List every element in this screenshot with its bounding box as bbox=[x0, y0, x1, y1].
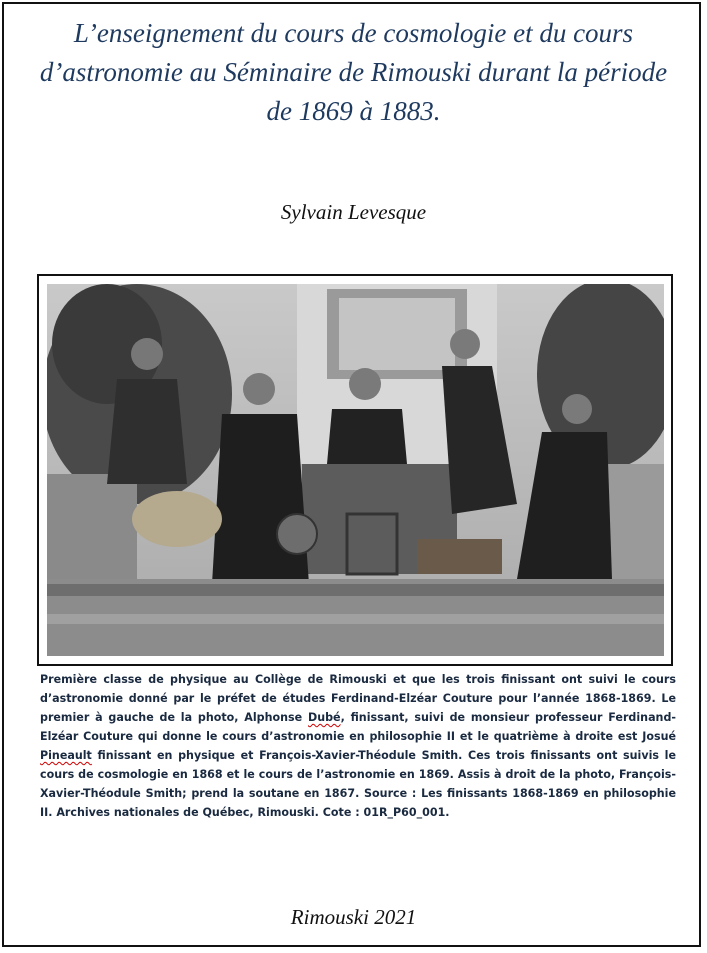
cylinder-instrument bbox=[132, 491, 222, 547]
photo-frame bbox=[37, 274, 673, 666]
person-2-head bbox=[243, 373, 275, 405]
historical-group-photo bbox=[47, 284, 664, 656]
person-4-head bbox=[450, 329, 480, 359]
photo-caption bbox=[40, 670, 676, 822]
caption-name-dube: Dubé bbox=[307, 711, 341, 724]
fence-left bbox=[47, 474, 137, 584]
person-1-head bbox=[131, 338, 163, 370]
caption-part-3: finissant en physique et François-Xavier-Théodule Smith. Ces trois finissants ont suivis le cours de cosmologie en 1868 et le cours de l’astronomie en 1869. Assis à droit de la photo, François-Xavier-Théodule Smith; prend la soutane en 1867. Source : Les finissants 1868-1869 en philosophie II. Archives nationales de Québec, Rimouski. Cote : 01R_P60_001. bbox=[40, 749, 676, 819]
person-3-head bbox=[349, 368, 381, 400]
photo-illustration bbox=[47, 284, 664, 656]
person-2-body bbox=[212, 414, 309, 584]
globe bbox=[277, 514, 317, 554]
person-3-body bbox=[327, 409, 407, 464]
footer-place-year: Rimouski 2021 bbox=[290, 905, 417, 929]
document-title: L’enseignement du cours de cosmologie et du cours d’astronomie au Séminaire de Rimouski durant la période de 1869 à 1883. bbox=[39, 18, 668, 126]
instrument-box bbox=[417, 539, 502, 574]
caption-name-pineault: Pineault bbox=[40, 749, 92, 762]
person-5-head bbox=[562, 394, 592, 424]
caption-part-2: , finissant, suivi de monsieur professeur Ferdinand-Elzéar Couture qui donne le cours d’astronomie en philosophie II et le quatrième à droite est Josué bbox=[40, 711, 677, 743]
author-name: Sylvain Levesque bbox=[280, 200, 427, 224]
person-1-body bbox=[107, 379, 187, 484]
caption-part-1: Première classe de physique au Collège de Rimouski et que les trois finissant ont suivi le cours d’astronomie donné par le préfet de études Ferdinand-Elzéar Couture pour l’année 1868-1869. Le premier à gauche de la photo, Alphonse bbox=[40, 673, 676, 724]
